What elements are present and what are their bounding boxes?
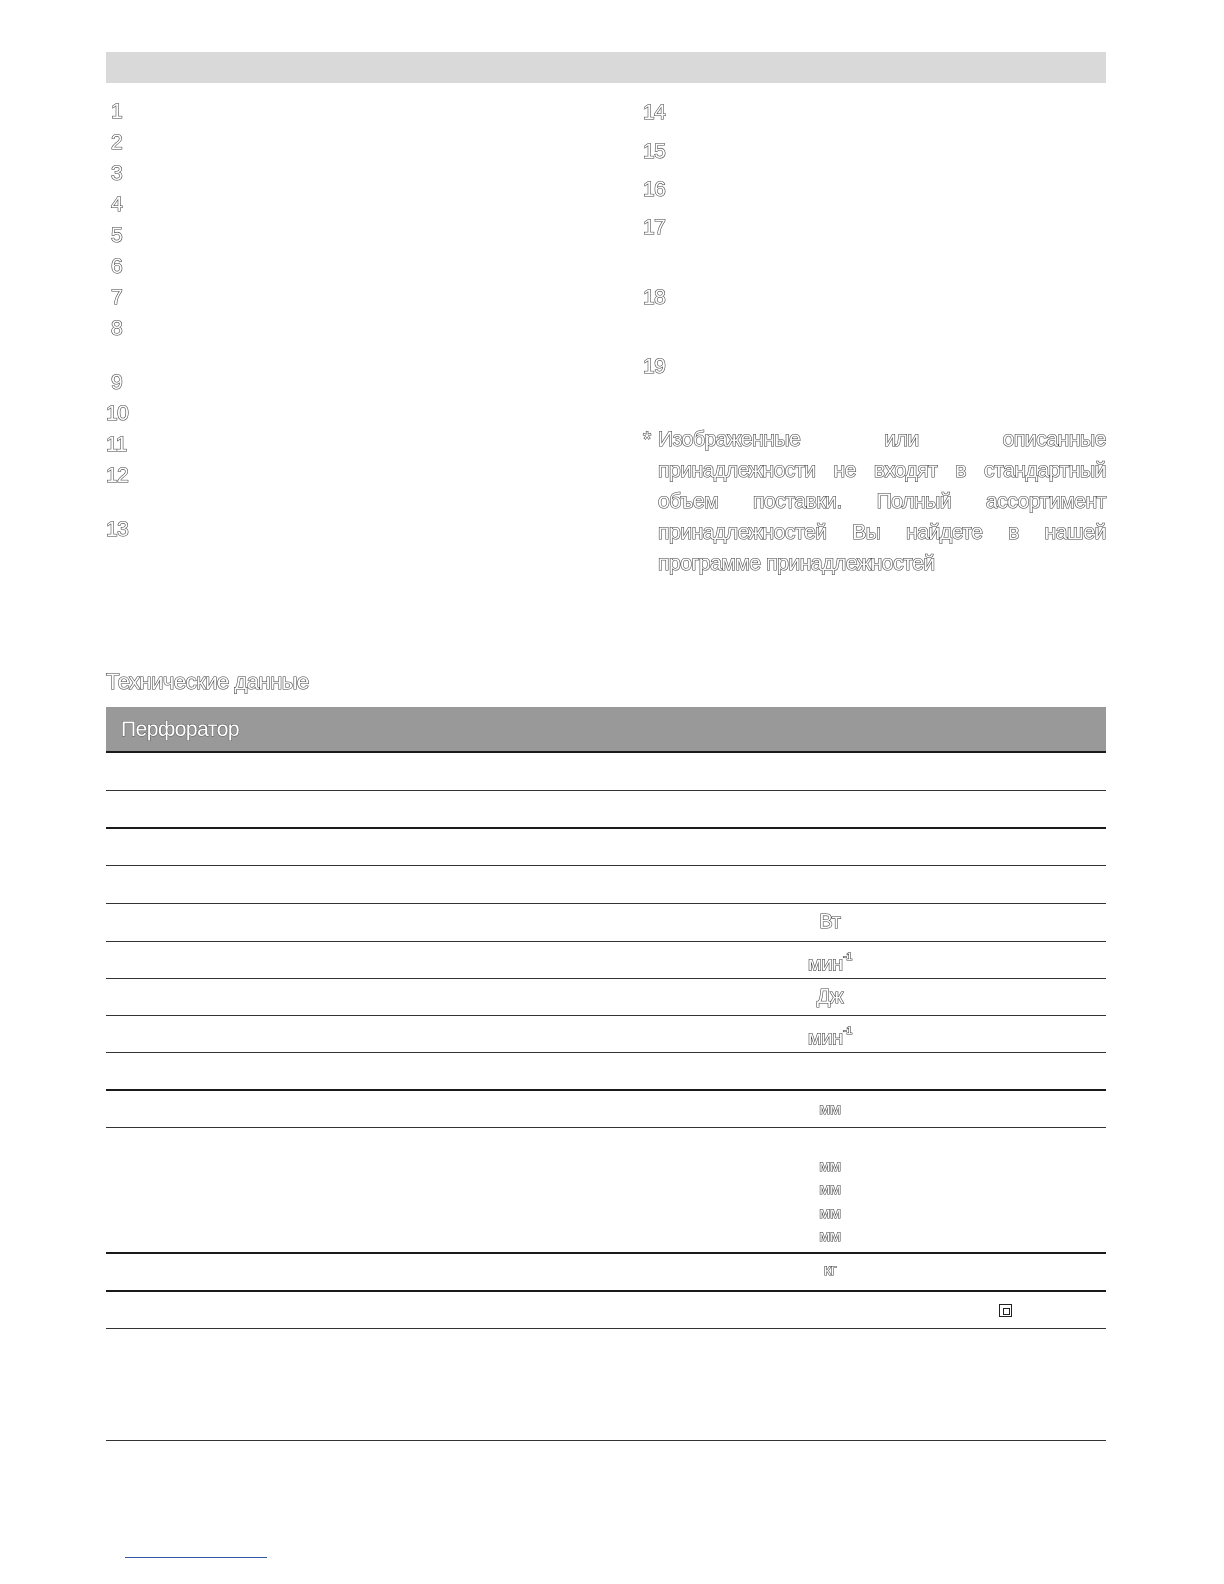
unit-diameter: мм xyxy=(819,1101,841,1118)
row-divider xyxy=(106,1052,1106,1053)
row-divider xyxy=(106,1015,1106,1016)
footer-underline xyxy=(125,1557,267,1558)
parts-list-left xyxy=(106,100,606,560)
list-number: 11 xyxy=(106,433,127,456)
unit-impact-rate xyxy=(786,1023,874,1050)
unit-weight: кг xyxy=(823,1262,837,1279)
row-divider xyxy=(106,1127,1106,1128)
list-number: 14 xyxy=(643,101,666,124)
table-header-label: Перфоратор xyxy=(121,718,240,741)
list-number: 9 xyxy=(111,371,123,394)
footnote-marker: * xyxy=(643,428,651,451)
table-header xyxy=(106,707,1106,753)
list-number: 10 xyxy=(106,402,129,425)
list-number: 1 xyxy=(111,100,123,123)
unit-power: Вт xyxy=(819,911,841,933)
unit-rpm-exponent: -1 xyxy=(842,951,853,963)
accessories-footnote xyxy=(643,424,1106,579)
row-divider xyxy=(106,1440,1106,1441)
row-divider xyxy=(106,1328,1106,1329)
unit-impact-rate-exponent: -1 xyxy=(842,1025,853,1037)
list-number: 13 xyxy=(106,518,129,541)
row-divider xyxy=(106,1089,1106,1091)
list-number: 8 xyxy=(111,317,123,340)
list-number: 4 xyxy=(111,193,123,216)
row-divider xyxy=(106,1290,1106,1292)
list-number: 12 xyxy=(106,464,129,487)
section-title: Технические данные xyxy=(106,669,309,694)
parts-list-right xyxy=(643,100,1103,400)
row-divider xyxy=(106,1252,1106,1254)
list-number: 15 xyxy=(643,140,666,163)
unit-mm: мм xyxy=(819,1228,841,1245)
top-band xyxy=(106,52,1106,83)
unit-mm: мм xyxy=(819,1205,841,1222)
unit-rpm-text: мин xyxy=(807,953,843,976)
unit-mm: мм xyxy=(819,1181,841,1198)
list-number: 2 xyxy=(111,131,123,154)
double-square-icon xyxy=(999,1304,1012,1317)
footnote-text: Изображенные или описанные принадлежности не входят в стандартный объем поставки. Полный ассортимент принадлежностей Вы найдете в нашей программе принадлежностей xyxy=(658,428,1106,575)
list-number: 7 xyxy=(111,286,123,309)
row-divider xyxy=(106,865,1106,866)
unit-mm: мм xyxy=(819,1158,841,1175)
row-divider xyxy=(106,903,1106,904)
row-divider xyxy=(106,978,1106,979)
list-number: 3 xyxy=(111,162,123,185)
list-number: 5 xyxy=(111,224,123,247)
list-number: 6 xyxy=(111,255,123,278)
list-number: 16 xyxy=(643,178,666,201)
row-divider xyxy=(106,827,1106,829)
list-number: 18 xyxy=(643,286,666,309)
unit-rpm xyxy=(786,949,874,976)
row-divider xyxy=(106,790,1106,791)
list-number: 19 xyxy=(643,355,666,378)
row-divider xyxy=(106,941,1106,942)
unit-impact-energy: Дж xyxy=(816,986,844,1008)
list-number: 17 xyxy=(643,216,666,239)
unit-impact-rate-text: мин xyxy=(807,1027,843,1050)
